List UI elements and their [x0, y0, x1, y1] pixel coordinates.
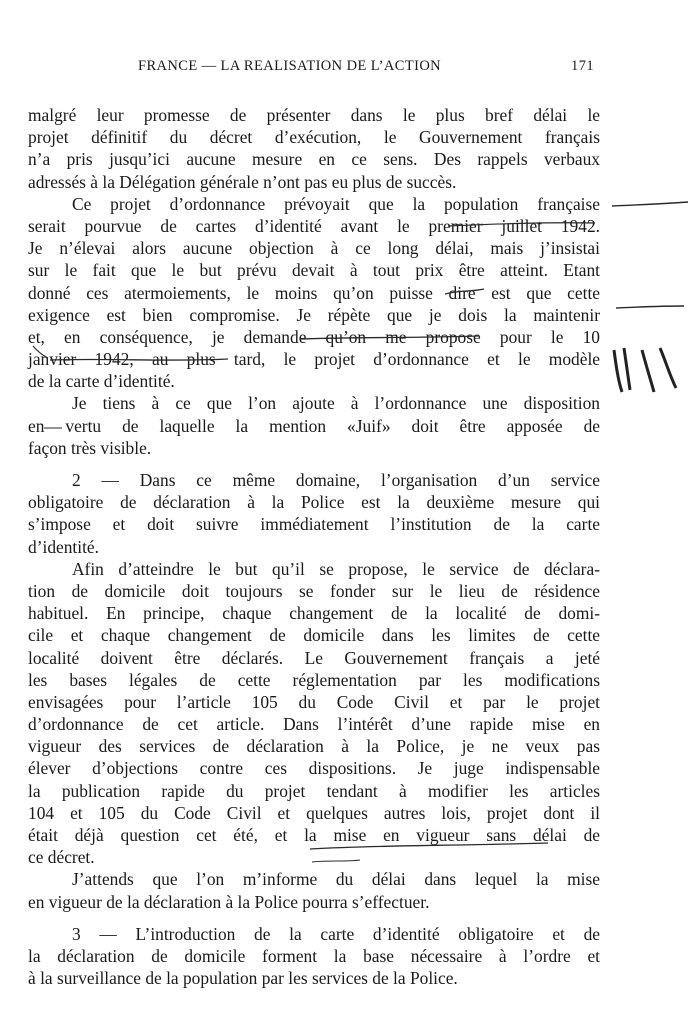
margin-annotations: [604, 190, 694, 410]
text-line: d’identité.: [28, 536, 99, 557]
margin-tally-1: [614, 350, 622, 392]
text-line: Ce projet d’ordonnance prévoyait que la population française: [72, 193, 600, 214]
paragraph-gap: [28, 913, 600, 923]
text-line: 3 — L’introduction de la carte d’identité obligatoire et de: [72, 923, 600, 944]
text-line: ce décret.: [28, 847, 95, 868]
text-line: Je n’élevai alors aucune objection à ce long délai, mais j’insistai: [28, 238, 600, 259]
page-number: 171: [571, 58, 594, 74]
paragraph: [28, 469, 600, 558]
margin-stroke-1: [612, 202, 688, 206]
paragraph: [28, 558, 600, 869]
text-line: exigence est bien compromise. Je répète que je dois la maintenir: [28, 304, 600, 325]
text-line: Je tiens à ce que l’on ajoute à l’ordonnance une disposition: [72, 393, 600, 414]
margin-tally-3: [642, 350, 654, 392]
text-line: serait pourvue de cartes d’identité avant le premier juillet 1942.: [28, 215, 600, 236]
text-line: 2 — Dans ce même domaine, l’organisation d’un service: [72, 470, 600, 490]
text-line: s’impose et doit suivre immédiatement l’institution de la carte: [28, 514, 600, 535]
text-line: la publication rapide du projet tendant à modifier les articles: [28, 780, 600, 801]
text-line: J’attends que l’on m’informe du délai dans lequel la mise: [72, 869, 600, 890]
margin-stroke-2: [616, 306, 684, 308]
paragraph: [28, 104, 600, 193]
text-line: 104 et 105 du Code Civil et quelques autres lois, projet dont il: [28, 802, 600, 823]
text-line: projet définitif du décret d’exécution, le Gouvernement français: [28, 127, 600, 148]
text-line: en vertu de laquelle la mention «Juif» doit être apposée de: [28, 415, 600, 436]
text-line: d’ordonnance de cet article. Dans l’intérêt d’une rapide mise en: [28, 714, 600, 735]
text-line: obligatoire de déclaration à la Police est la deuxième mesure qui: [28, 492, 600, 513]
text-line: n’a pris jusqu’ici aucune mesure en ce sens. Des rappels verbaux: [28, 149, 600, 170]
text-line: adressés à la Délégation générale n’ont pas eu plus de succès.: [28, 171, 457, 192]
text-line: Afin d’atteindre le but qu’il se propose, le service de déclara-: [72, 558, 600, 579]
text-line: habituel. En principe, chaque changement de la localité de domi-: [28, 603, 600, 624]
text-line: la déclaration de domicile forment la base nécessaire à l’ordre et: [28, 945, 600, 966]
text-line: sur le fait que le but prévu devait à tout prix être atteint. Etant: [28, 260, 600, 281]
text-line: et, en conséquence, je demande qu’on me propose pour le 10: [28, 326, 600, 347]
paragraph: [28, 193, 600, 393]
margin-tally-2: [624, 348, 630, 390]
text-line: façon très visible.: [28, 437, 152, 458]
text-line: à la surveillance de la population par les services de la Police.: [28, 968, 458, 989]
text-line: tion de domicile doit toujours se fonder sur le lieu de résidence: [28, 580, 600, 601]
text-line: janvier 1942, au plus tard, le projet d’ordonnance et le modèle: [28, 349, 600, 370]
paragraph: [28, 923, 600, 990]
body-text: [28, 104, 600, 989]
text-line: localité doivent être déclarés. Le Gouvernement français a jeté: [28, 647, 600, 668]
running-head-title: FRANCE — LA REALISATION DE L’ACTION: [138, 58, 442, 74]
text-line: était déjà question cet été, et la mise en vigueur sans délai de: [28, 825, 600, 845]
paragraph: [28, 392, 600, 459]
paragraph-gap: [28, 459, 600, 469]
text-line: élever d’objections contre ces dispositions. Je juge indispensable: [28, 758, 600, 779]
text-line: donné ces atermoiements, le moins qu’on puisse dire est que cette: [28, 282, 600, 303]
paragraph: [28, 868, 600, 912]
text-line: de la carte d’identité.: [28, 371, 175, 392]
text-line: vigueur des services de déclaration à la Police, je ne veux pas: [28, 736, 600, 757]
margin-tally-4: [660, 348, 676, 388]
text-line: cile et chaque changement de domicile dans les limites de cette: [28, 625, 600, 646]
text-line: malgré leur promesse de présenter dans le plus bref délai le: [28, 105, 600, 125]
text-line: en vigueur de la déclaration à la Police pourra s’effectuer.: [28, 891, 430, 912]
text-line: envisagées pour l’article 105 du Code Civil et par le projet: [28, 691, 600, 712]
text-line: les bases légales de cette réglementation par les modifications: [28, 669, 600, 690]
